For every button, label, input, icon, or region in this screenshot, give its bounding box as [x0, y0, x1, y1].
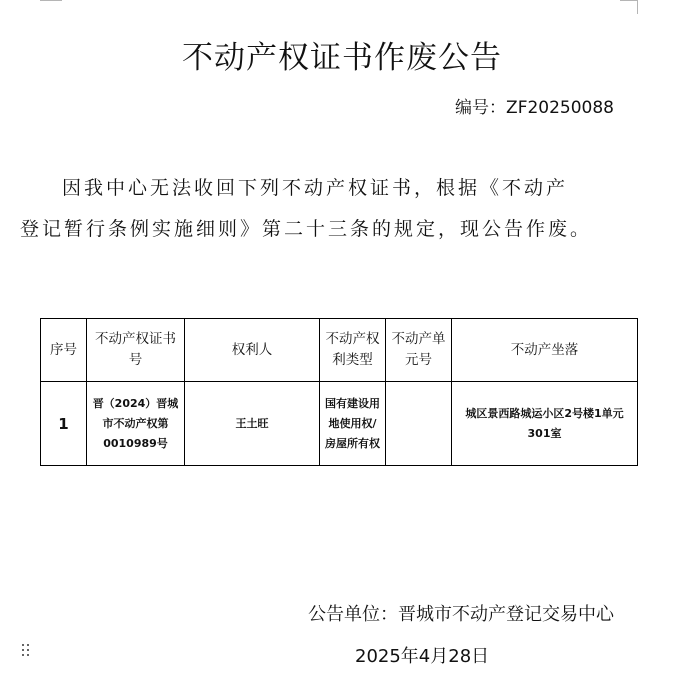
- crop-mark-top-left: [40, 0, 62, 1]
- void-certificate-table: [40, 318, 638, 466]
- body-line-2: 登记暂行条例实施细则》第二十三条的规定，现公告作废。: [20, 218, 593, 240]
- drag-handle-icon[interactable]: [22, 644, 30, 658]
- body-line-1: 因我中心无法收回下列不动产权证书，根据《不动产: [62, 177, 569, 199]
- table-row: [41, 382, 638, 466]
- issuer-line: 公告单位：晋城市不动产登记交易中心: [308, 604, 614, 625]
- issue-date: 2025年4月28日: [355, 646, 490, 667]
- header-owner: 权利人: [185, 319, 320, 382]
- header-cert-no: 不动产权证书号: [87, 319, 185, 382]
- cell-seq: 1: [41, 382, 87, 466]
- header-seq: 序号: [41, 319, 87, 382]
- crop-mark-top-right: [620, 0, 638, 1]
- document-number: 编号：ZF20250088: [455, 98, 614, 118]
- cell-cert-no: 晋（2024）晋城市不动产权第0010989号: [87, 382, 185, 466]
- header-location: 不动产坐落: [452, 319, 638, 382]
- crop-mark-right-vertical: [637, 0, 638, 14]
- header-unit-no: 不动产单元号: [386, 319, 452, 382]
- header-right-type: 不动产权利类型: [320, 319, 386, 382]
- cell-owner: 王土旺: [185, 382, 320, 466]
- cell-location: 城区景西路城运小区2号楼1单元301室: [452, 382, 638, 466]
- cell-unit-no: [386, 382, 452, 466]
- cell-right-type: 国有建设用地使用权/房屋所有权: [320, 382, 386, 466]
- page-title: 不动产权证书作废公告: [182, 40, 502, 76]
- table-header-row: [41, 319, 638, 382]
